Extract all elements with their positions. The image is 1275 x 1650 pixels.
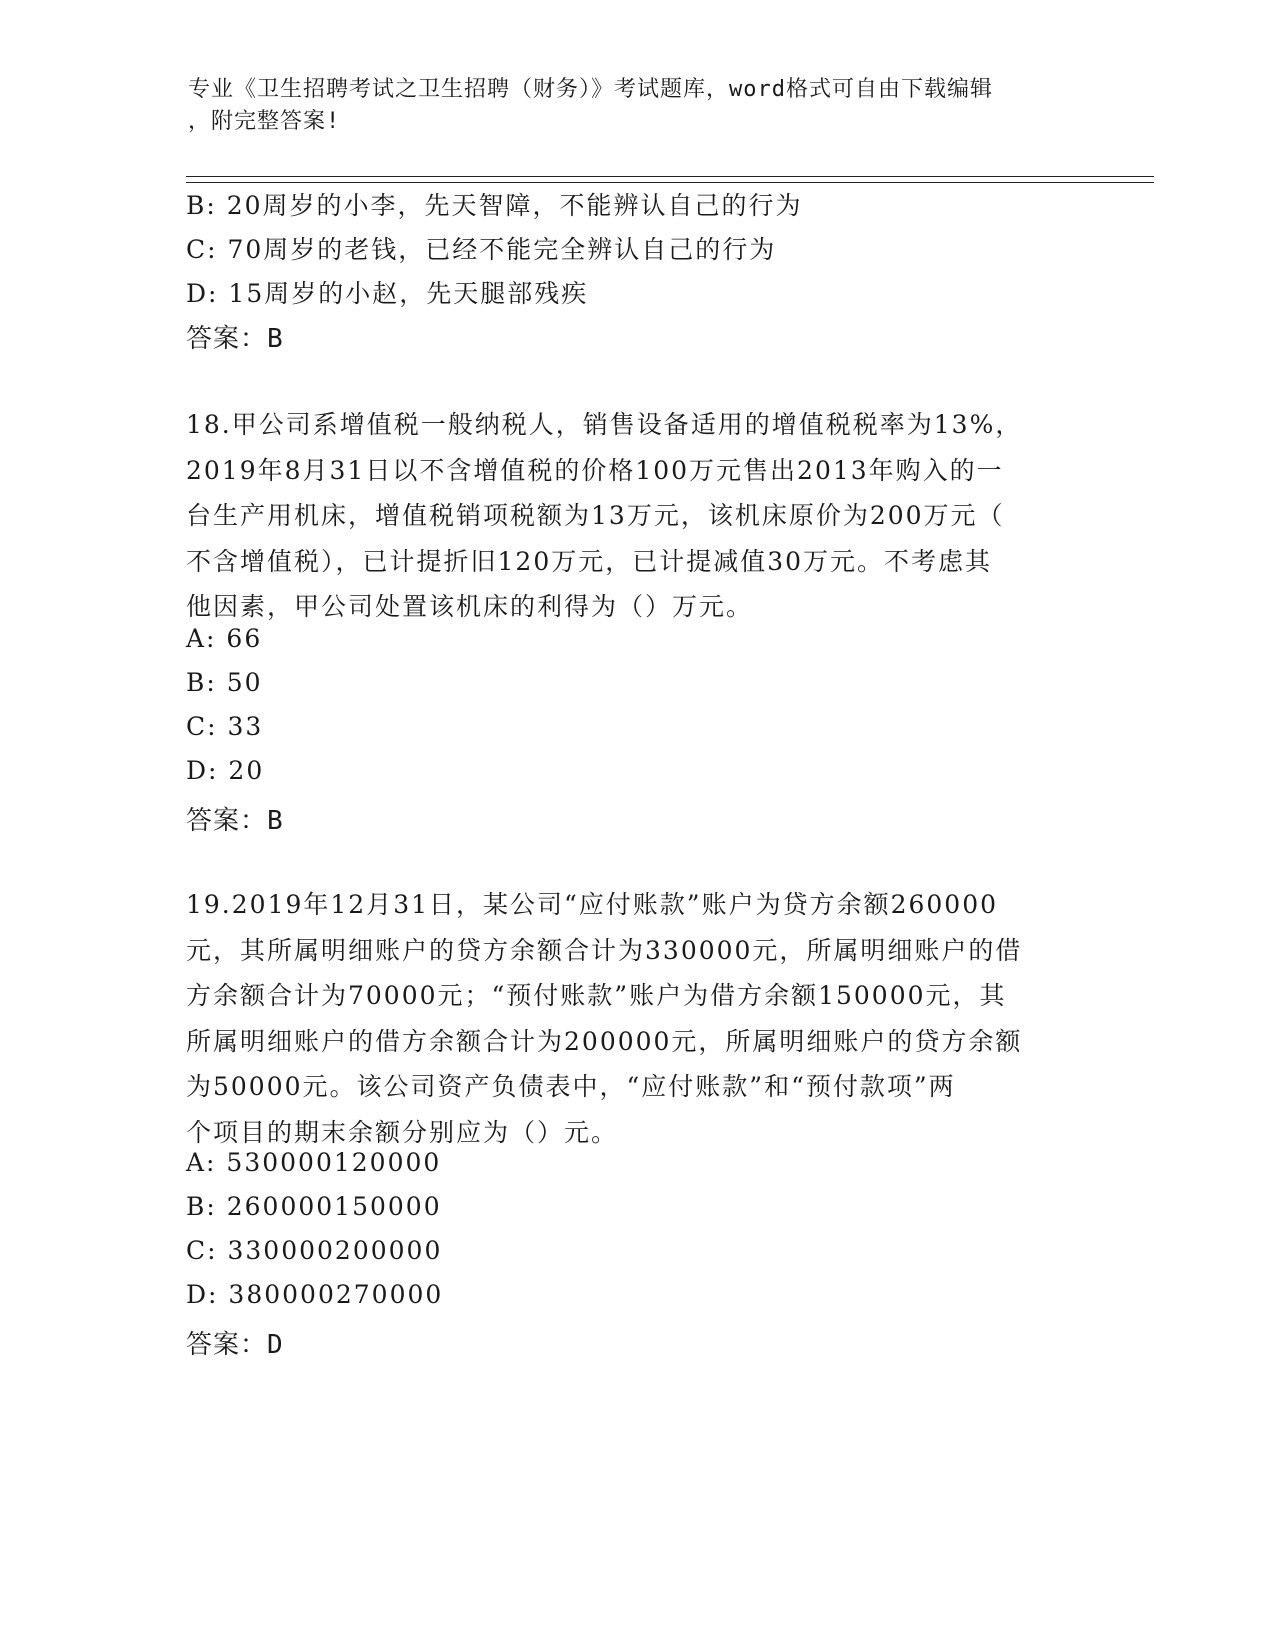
header-line-1: 专业《卫生招聘考试之卫生招聘（财务）》考试题库，word格式可自由下载编辑 [188,77,993,102]
question-18-option-a: A: 66 [186,624,263,653]
question-18-option-b: B: 50 [186,668,263,697]
question-18-line: 不含增值税），已计提折旧120万元，已计提减值30万元。不考虑其 [186,546,993,576]
question-19-line: 所属明细账户的借方余额合计为200000元，所属明细账户的贷方余额 [186,1026,1023,1056]
question-19-line: 元，其所属明细账户的贷方余额合计为330000元，所属明细账户的借 [186,935,1023,965]
question-19-line: 方余额合计为70000元；“预付账款”账户为借方余额150000元，其 [186,981,1007,1010]
question-19-option-d: D: 380000270000 [186,1280,444,1309]
prev-option-b: B: 20周岁的小李，先天智障，不能辨认自己的行为 [186,191,803,220]
question-19-option-a: A: 530000120000 [186,1148,442,1177]
document-header [188,74,1068,138]
question-19-answer: 答案：D [186,1330,284,1360]
header-line-2: ，附完整答案! [188,109,341,134]
prev-option-d: D: 15周岁的小赵，先天腿部残疾 [186,279,589,308]
question-19-option-b: B: 260000150000 [186,1192,442,1221]
question-19-line: 个项目的期末余额分别应为（）元。 [186,1117,619,1147]
prev-option-c: C: 70周岁的老钱，已经不能完全辨认自己的行为 [186,235,777,264]
question-18-line: 2019年8月31日以不含增值税的价格100万元售出2013年购入的一 [186,455,1004,485]
question-18-option-c: C: 33 [186,712,264,741]
question-19-stem [186,882,1066,1155]
question-18-line: 18.甲公司系增值税一般纳税人，销售设备适用的增值税税率为13%， [186,410,1023,439]
question-18-answer: 答案：B [186,806,284,836]
header-divider-bottom [186,182,1154,183]
question-19-line: 为50000元。该公司资产负债表中，“应付账款”和“预付款项”两 [186,1072,956,1101]
question-18-stem [186,402,1066,630]
header-divider-top [186,176,1154,177]
question-19-line: 19.2019年12月31日，某公司“应付账款”账户为贷方余额260000 [186,890,999,919]
prev-answer: 答案：B [186,324,284,354]
question-18-line: 他因素，甲公司处置该机床的利得为（）万元。 [186,592,754,621]
question-18-option-d: D: 20 [186,756,265,785]
question-19-option-c: C: 330000200000 [186,1236,443,1265]
question-18-line: 台生产用机床，增值税销项税额为13万元，该机床原价为200万元（ [186,501,1005,530]
